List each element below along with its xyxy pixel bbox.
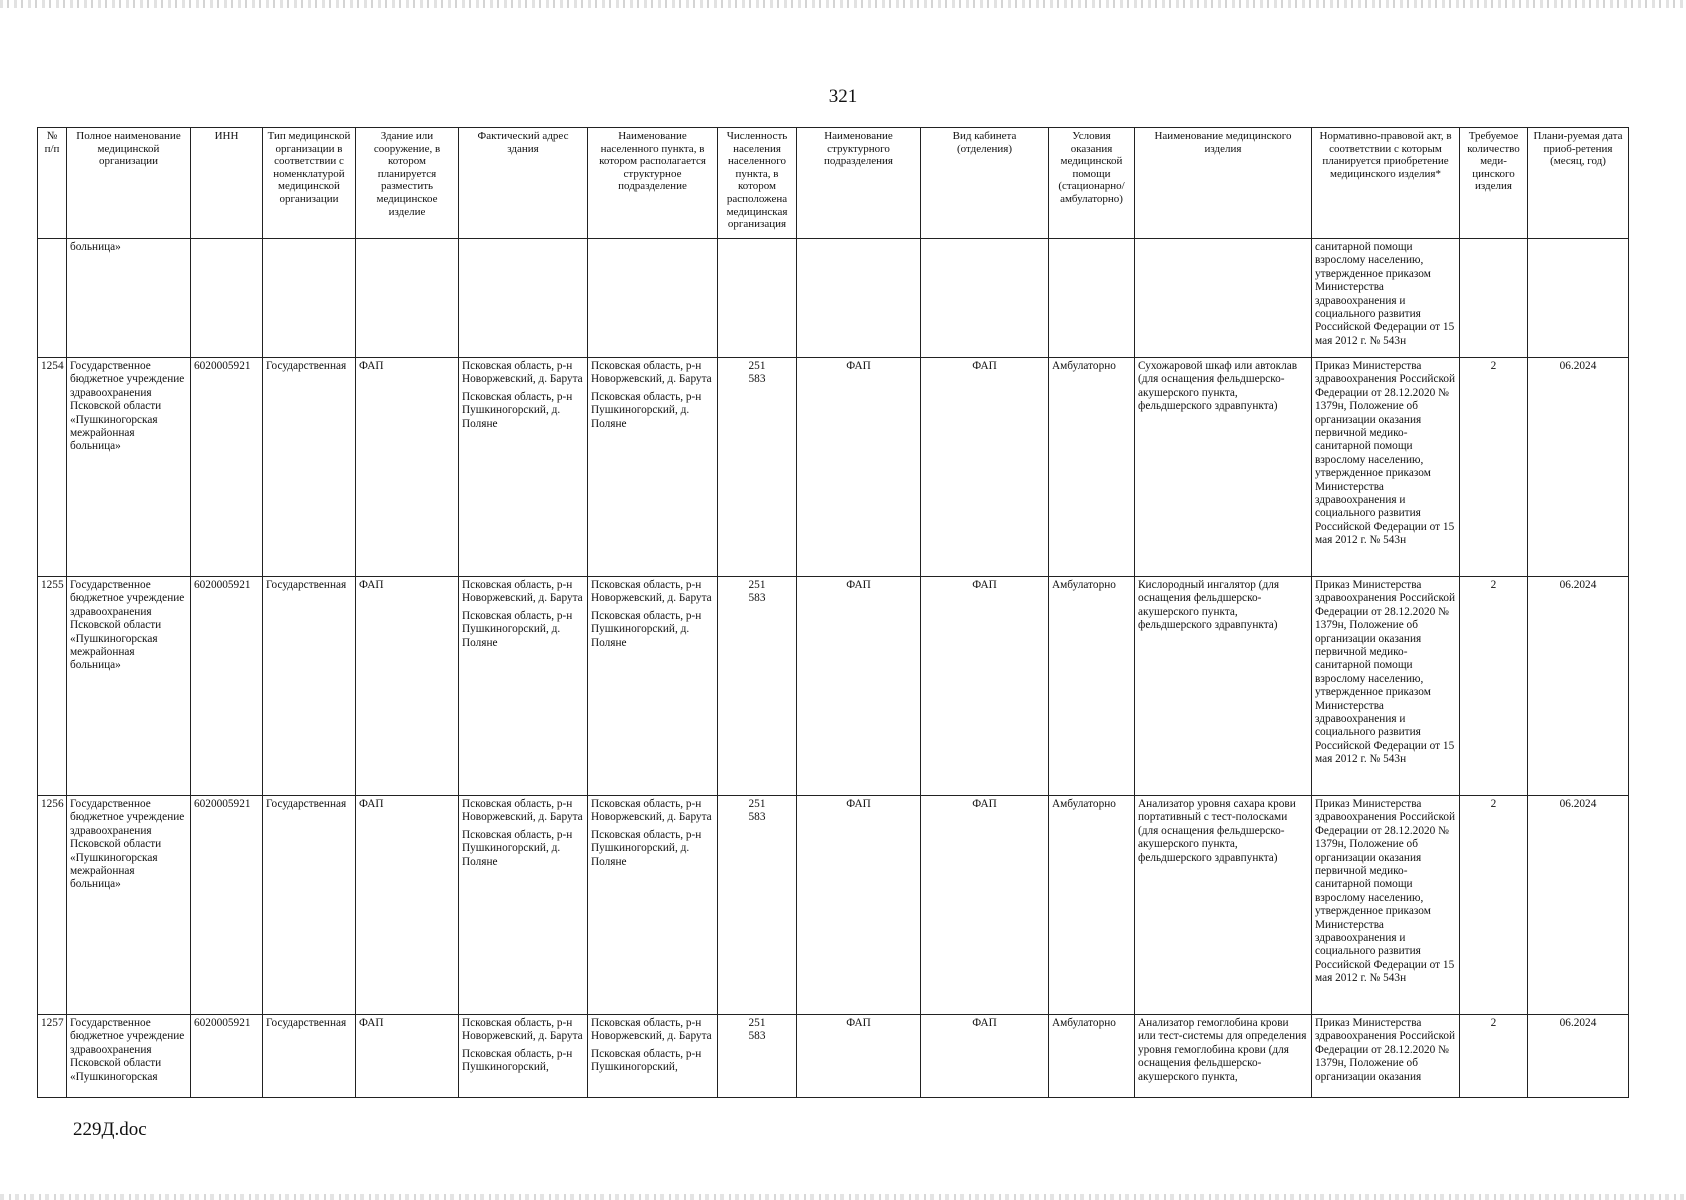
cell-act: Приказ Министерства здравоохранения Российской Федерации от 28.12.2020 № 1379н, Положение об организации оказания [1312,1015,1460,1098]
page-number: 321 [828,86,858,107]
cell-population [718,358,797,577]
cell-quantity: 2 [1460,358,1528,577]
cell-device: Сухожаровой шкаф или автоклав (для оснащения фельдшерско-акушерского пункта, фельдшерского здравпункта) [1135,358,1312,577]
cell-type [263,239,356,358]
cell-device: Анализатор гемоглобина крови или тест-системы для определения уровня гемоглобина крови (для оснащения фельдшерско-акушерского пункта, [1135,1015,1312,1098]
cell-conditions: Амбулаторно [1049,796,1135,1015]
cell-subdivision: ФАП [797,796,921,1015]
settlement-line-2: Псковская область, р-н Пушкиногорский, д. Поляне [591,609,702,649]
header-type: Тип медицинской организации в соответствии с номенклатурой медицинской организации [263,128,356,239]
cell-inn: 6020005921 [191,1015,263,1098]
header-date: Плани-руемая дата приоб-ретения (месяц, год) [1528,128,1629,239]
header-conditions: Условия оказания медицинской помощи (стационарно/ амбулаторно) [1049,128,1135,239]
address-line-1: Псковская область, р-н Новоржевский, д. Барута [462,1017,583,1043]
cell-type: Государственная [263,1015,356,1098]
cell-subdivision: ФАП [797,1015,921,1098]
cell-population [718,577,797,796]
address-line-2: Псковская область, р-н Пушкиногорский, [462,1047,573,1074]
cell-type: Государственная [263,577,356,796]
table-row [38,358,1629,577]
cell-org: Государственное бюджетное учреждение здравоохранения Псковской области «Пушкиногорская межрайонная больница» [67,796,191,1015]
cell-inn: 6020005921 [191,358,263,577]
cell-population [718,1015,797,1098]
population-1: 251 [748,798,766,810]
cell-cabinet: ФАП [921,577,1049,796]
address-line-1: Псковская область, р-н Новоржевский, д. Барута [462,579,583,605]
header-device: Наименование медицинского изделия [1135,128,1312,239]
cell-population [718,239,797,358]
cell-type: Государственная [263,796,356,1015]
population-2: 583 [748,811,766,824]
cell-date: 06.2024 [1528,796,1629,1015]
address-line-1: Псковская область, р-н Новоржевский, д. Барута [462,360,583,386]
population-1: 251 [748,360,766,372]
header-row [38,128,1629,239]
table-row [38,1015,1629,1098]
cell-conditions [1049,239,1135,358]
header-quantity: Требуемое количество меди-цинского изделия [1460,128,1528,239]
address-line-2: Псковская область, р-н Пушкиногорский, д. Поляне [462,390,573,430]
settlement-line-2: Псковская область, р-н Пушкиногорский, [591,1047,702,1074]
cell-subdivision [797,239,921,358]
cell-settlement [588,358,718,577]
cell-device: Анализатор уровня сахара крови портативный с тест-полосками (для оснащения фельдшерско-акушерского пункта, фельдшерского здравпункта) [1135,796,1312,1015]
cell-type: Государственная [263,358,356,577]
cell-act: Приказ Министерства здравоохранения Российской Федерации от 28.12.2020 № 1379н, Положение об организации оказания первичной медико-санитарной помощи взрослому населению, утвержденное приказом Министерства здравоохранения и социального развития Российской Федерации от 15 мая 2012 г. № 543н [1312,358,1460,577]
table-row [38,796,1629,1015]
header-org: Полное наименование медицинской организации [67,128,191,239]
cell-num [38,239,67,358]
cell-inn: 6020005921 [191,796,263,1015]
cell-act: санитарной помощи взрослому населению, утвержденное приказом Министерства здравоохранения и социального развития Российской Федерации от 15 мая 2012 г. № 543н [1312,239,1460,358]
cell-building: ФАП [356,1015,459,1098]
cell-subdivision: ФАП [797,577,921,796]
settlement-line-1: Псковская область, р-н Новоржевский, д. Барута [591,798,712,824]
settlement-line-2: Псковская область, р-н Пушкиногорский, д. Поляне [591,828,702,868]
population-2: 583 [748,592,766,605]
settlement-line-2: Псковская область, р-н Пушкиногорский, д. Поляне [591,390,702,430]
cell-cabinet: ФАП [921,358,1049,577]
population-1: 251 [748,579,766,591]
cell-cabinet: ФАП [921,796,1049,1015]
cell-conditions: Амбулаторно [1049,1015,1135,1098]
cell-date: 06.2024 [1528,1015,1629,1098]
footer-filename: 229Д.doc [73,1119,147,1140]
cell-settlement [588,1015,718,1098]
table-row [38,577,1629,796]
cell-quantity: 2 [1460,577,1528,796]
cell-org: больница» [67,239,191,358]
cell-device [1135,239,1312,358]
header-building: Здание или сооружение, в котором планируется разместить медицинское изделие [356,128,459,239]
cell-quantity: 2 [1460,796,1528,1015]
cell-org: Государственное бюджетное учреждение здравоохранения Псковской области «Пушкиногорская межрайонная больница» [67,577,191,796]
cell-quantity [1460,239,1528,358]
cell-address [459,1015,588,1098]
cell-building: ФАП [356,358,459,577]
cell-address [459,358,588,577]
settlement-line-1: Псковская область, р-н Новоржевский, д. Барута [591,360,712,386]
header-population: Численность населения населенного пункта, в котором расположена медицинская организация [718,128,797,239]
cell-cabinet [921,239,1049,358]
header-address: Фактический адрес здания [459,128,588,239]
continuation-row [38,239,1629,358]
cell-num: 1257 [38,1015,67,1098]
scan-artifact-bottom [0,1194,1686,1200]
cell-date: 06.2024 [1528,358,1629,577]
cell-act: Приказ Министерства здравоохранения Российской Федерации от 28.12.2020 № 1379н, Положение об организации оказания первичной медико-санитарной помощи взрослому населению, утвержденное приказом Министерства здравоохранения и социального развития Российской Федерации от 15 мая 2012 г. № 543н [1312,796,1460,1015]
cell-date [1528,239,1629,358]
address-line-2: Псковская область, р-н Пушкиногорский, д. Поляне [462,828,573,868]
settlement-line-1: Псковская область, р-н Новоржевский, д. Барута [591,1017,712,1043]
cell-building: ФАП [356,796,459,1015]
population-2: 583 [748,373,766,386]
settlement-line-1: Псковская область, р-н Новоржевский, д. Барута [591,579,712,605]
cell-building: ФАП [356,577,459,796]
cell-num: 1256 [38,796,67,1015]
address-line-1: Псковская область, р-н Новоржевский, д. Барута [462,798,583,824]
cell-device: Кислородный ингалятор (для оснащения фельдшерско-акушерского пункта, фельдшерского здравпункта) [1135,577,1312,796]
cell-settlement [588,577,718,796]
cell-building [356,239,459,358]
cell-settlement [588,239,718,358]
cell-org: Государственное бюджетное учреждение здравоохранения Псковской области «Пушкиногорская межрайонная больница» [67,358,191,577]
registry-table [37,127,1629,1098]
header-subdivision: Наименование структурного подразделения [797,128,921,239]
header-inn: ИНН [191,128,263,239]
cell-cabinet: ФАП [921,1015,1049,1098]
cell-address [459,239,588,358]
cell-conditions: Амбулаторно [1049,577,1135,796]
header-num: № п/п [38,128,67,239]
scan-artifact-top [0,0,1686,8]
header-settlement: Наименование населенного пункта, в котором располагается структурное подразделение [588,128,718,239]
cell-population [718,796,797,1015]
cell-act: Приказ Министерства здравоохранения Российской Федерации от 28.12.2020 № 1379н, Положение об организации оказания первичной медико-санитарной помощи взрослому населению, утвержденное приказом Министерства здравоохранения и социального развития Российской Федерации от 15 мая 2012 г. № 543н [1312,577,1460,796]
header-cabinet: Вид кабинета (отделения) [921,128,1049,239]
cell-quantity: 2 [1460,1015,1528,1098]
cell-num: 1255 [38,577,67,796]
population-2: 583 [748,1030,766,1043]
cell-subdivision: ФАП [797,358,921,577]
cell-inn [191,239,263,358]
cell-num: 1254 [38,358,67,577]
cell-inn: 6020005921 [191,577,263,796]
address-line-2: Псковская область, р-н Пушкиногорский, д. Поляне [462,609,573,649]
cell-date: 06.2024 [1528,577,1629,796]
header-act: Нормативно-правовой акт, в соответствии с которым планируется приобретение медицинского изделия* [1312,128,1460,239]
cell-settlement [588,796,718,1015]
cell-conditions: Амбулаторно [1049,358,1135,577]
cell-address [459,796,588,1015]
cell-org: Государственное бюджетное учреждение здравоохранения Псковской области «Пушкиногорская [67,1015,191,1098]
population-1: 251 [748,1017,766,1029]
cell-address [459,577,588,796]
